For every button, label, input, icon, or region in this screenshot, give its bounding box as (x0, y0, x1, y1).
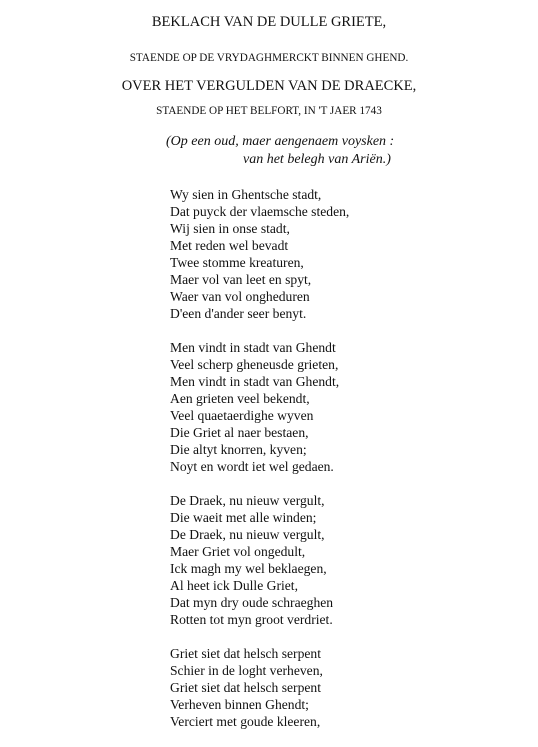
poem-line: Veel scherp gheneusde grieten, (170, 357, 339, 372)
poem-line: Noyt en wordt iet wel gedaen. (170, 459, 334, 474)
subtitle-line-2: van het belegh van Ariën.) (243, 152, 391, 167)
poem-line: Wij sien in onse stadt, (170, 221, 290, 236)
poem-line: Twee stomme kreaturen, (170, 255, 304, 270)
poem-line: Verheven binnen Ghendt; (170, 697, 309, 712)
poem-line: Die altyt knorren, kyven; (170, 442, 307, 457)
poem-line: Die Griet al naer bestaen, (170, 425, 309, 440)
poem-line: Schier in de loght verheven, (170, 663, 323, 678)
title-line-2: STAENDE OP DE VRYDAGHMERCKT BINNEN GHEND. (129, 52, 409, 64)
poem-line: Men vindt in stadt van Ghendt, (170, 374, 340, 389)
stanza-4 (170, 645, 349, 730)
poem-body (170, 186, 349, 747)
title-line-4: STAENDE OP HET BELFORT, IN 'T JAER 1743 (156, 105, 382, 117)
poem-line: D'een d'ander seer benyt. (170, 306, 307, 321)
poem-line: Rotten tot myn groot verdriet. (170, 612, 333, 627)
poem-line: Al heet ick Dulle Griet, (170, 578, 298, 593)
poem-line: Met reden wel bevadt (170, 238, 289, 253)
subtitle-line-1: (Op een oud, maer aengenaem voysken : (166, 134, 395, 149)
stanza-3 (170, 492, 349, 628)
stanza-1 (170, 186, 349, 322)
poem-line: Wy sien in Ghentsche stadt, (170, 187, 322, 202)
poem-line: Griet siet dat helsch serpent (170, 646, 321, 661)
poem-line: Dat puyck der vlaemsche steden, (170, 204, 350, 219)
poem-line: Men vindt in stadt van Ghendt (170, 340, 336, 355)
poem-line: Veel quaetaerdighe wyven (170, 408, 314, 423)
poem-line: Maer vol van leet en spyt, (170, 272, 312, 287)
poem-line: Griet siet dat helsch serpent (170, 680, 321, 695)
poem-line: De Draek, nu nieuw vergult, (170, 493, 325, 508)
poem-line: Waer van vol ongheduren (170, 289, 310, 304)
poem-line: De Draek, nu nieuw vergult, (170, 527, 325, 542)
poem-line: Dat myn dry oude schraeghen (170, 595, 334, 610)
poem-line: Aen grieten veel bekendt, (170, 391, 310, 406)
title-line-3: OVER HET VERGULDEN VAN DE DRAECKE, (121, 78, 417, 94)
poem-line: Verciert met goude kleeren, (170, 714, 321, 729)
poem-line: Die waeit met alle winden; (170, 510, 317, 525)
stanza-2 (170, 339, 349, 475)
title-line-1: BEKLACH VAN DE DULLE GRIETE, (151, 14, 387, 30)
poem-line: Ick magh my wel beklaegen, (170, 561, 327, 576)
poem-line: Maer Griet vol ongedult, (170, 544, 306, 559)
